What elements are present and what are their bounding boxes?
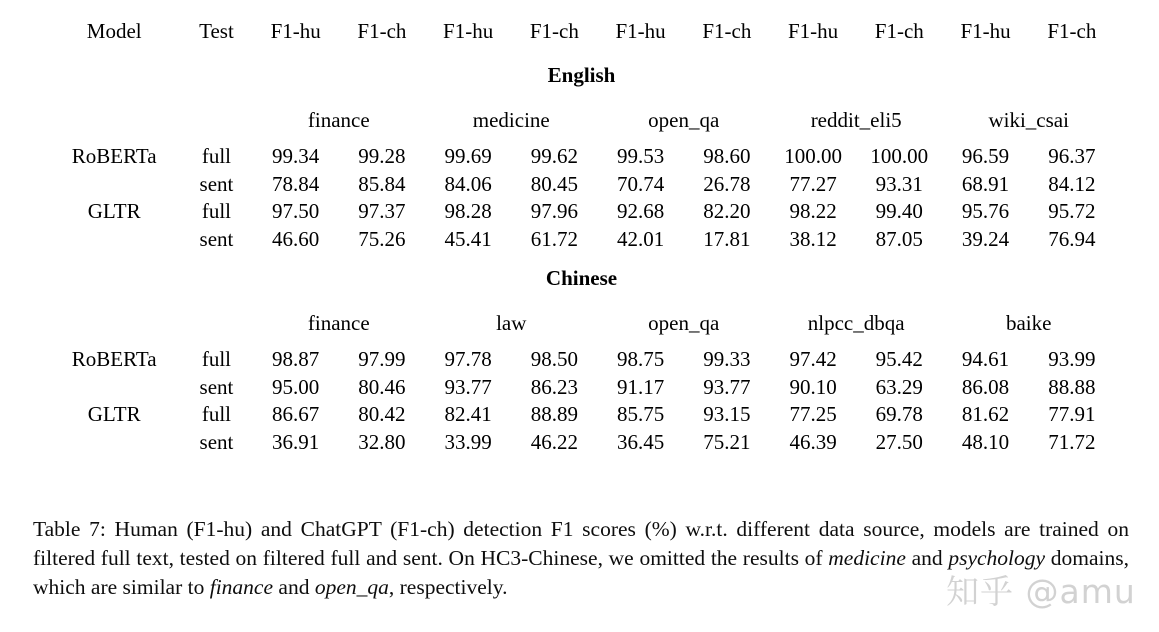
cell-score: 42.01 [616,226,665,251]
table-caption [33,515,1129,602]
domain-label: open_qa [648,310,720,335]
cell-score: 27.50 [875,429,923,454]
cell-model-name: GLTR [87,402,141,427]
zhihu-watermark: 知乎 @amu [946,572,1136,611]
cell-score: 82.41 [444,402,492,427]
cell-score: 39.24 [961,226,1010,251]
domain-label: medicine [472,107,550,132]
cell-model-name: GLTR [87,199,141,224]
cell-score: 96.59 [961,144,1010,169]
cell-score: 99.53 [616,144,665,169]
domain-label: baike [1005,310,1052,335]
cell-score: 86.23 [530,374,578,399]
cell-test-mode: full [201,199,232,224]
cell-score: 76.94 [1048,226,1096,251]
section-band-row [48,53,1115,97]
cell-score: 80.46 [358,374,406,399]
cell-score: 82.20 [703,199,751,224]
cell-score: 98.22 [789,199,837,224]
domain-row-model-spacer [48,300,180,346]
caption-part-4: and [273,575,315,599]
cell-score: 84.06 [444,171,492,196]
caption-italic-finance: finance [209,575,274,599]
column-header-metric: F1-hu [787,19,839,43]
cell-score: 63.29 [875,374,923,399]
table-row [48,198,1115,226]
column-header-metric: F1-hu [443,19,494,43]
domain-row-test-spacer [180,97,252,143]
results-table-container [48,12,1115,456]
cell-score: 33.99 [444,429,492,454]
cell-score: 93.77 [444,374,492,399]
caption-italic-psychology: psychology [948,546,1046,570]
cell-test-mode: full [201,402,232,427]
caption-part-3: domains, which are similar to [33,546,1130,599]
domain-row-test-spacer [180,300,252,346]
cell-score: 98.50 [530,347,578,372]
cell-score: 97.78 [444,347,492,372]
section-band-label: Chinese [545,265,618,290]
cell-score: 77.27 [789,171,837,196]
cell-score: 32.80 [358,429,406,454]
table-row [48,429,1115,457]
cell-score: 46.22 [530,429,578,454]
column-header-metric: F1-ch [529,19,579,43]
domain-label: open_qa [648,107,720,132]
cell-score: 92.68 [616,199,665,224]
table-row [48,143,1115,171]
cell-score: 86.67 [272,402,320,427]
column-header-metric: F1-ch [874,19,924,43]
table-row [48,401,1115,429]
caption-italic-medicine: medicine [828,546,906,570]
column-header-model: Model [86,19,142,43]
cell-score: 100.00 [784,144,842,169]
cell-score: 17.81 [703,226,751,251]
cell-score: 75.21 [703,429,751,454]
results-table [48,12,1115,456]
cell-score: 88.89 [530,402,578,427]
cell-score: 100.00 [870,144,929,169]
cell-score: 98.87 [272,347,320,372]
cell-score: 90.10 [789,374,837,399]
cell-score: 87.05 [875,226,923,251]
cell-score: 61.72 [530,226,578,251]
domain-header-row [48,97,1115,143]
cell-score: 69.78 [875,402,923,427]
section-band-label: English [547,62,616,87]
column-header-metric: F1-ch [1047,19,1097,43]
domain-label: finance [307,107,370,132]
cell-score: 45.41 [444,226,492,251]
domain-label: wiki_csai [988,107,1069,132]
cell-score: 78.84 [272,171,320,196]
domain-label: finance [307,310,370,335]
cell-score: 98.75 [616,347,665,372]
cell-score: 26.78 [703,171,751,196]
cell-score: 99.33 [703,347,751,372]
cell-score: 77.25 [789,402,837,427]
domain-label: nlpcc_dbqa [807,310,905,335]
cell-model-name: RoBERTa [71,347,157,372]
cell-score: 97.37 [358,199,406,224]
column-header-test: Test [199,19,234,43]
cell-score: 95.76 [961,199,1010,224]
table-header-row [48,12,1115,53]
cell-score: 48.10 [961,429,1010,454]
caption-part-5: , respectively. [388,575,508,599]
cell-score: 95.72 [1048,199,1096,224]
domain-label: reddit_eli5 [810,107,902,132]
cell-score: 97.42 [789,347,837,372]
table-row [48,374,1115,402]
domain-row-model-spacer [48,97,180,143]
cell-score: 97.96 [530,199,578,224]
cell-score: 93.99 [1048,347,1096,372]
cell-score: 80.45 [530,171,578,196]
cell-score: 77.91 [1048,402,1096,427]
cell-score: 94.61 [961,347,1010,372]
column-header-metric: F1-hu [960,19,1011,43]
table-row [48,346,1115,374]
cell-score: 46.60 [272,226,320,251]
cell-score: 99.40 [875,199,923,224]
cell-score: 99.69 [444,144,492,169]
cell-score: 36.91 [272,429,320,454]
results-table-body [48,12,1115,456]
cell-model-name: RoBERTa [71,144,157,169]
cell-score: 99.62 [530,144,578,169]
cell-model-name [48,374,180,402]
cell-score: 75.26 [358,226,406,251]
cell-score: 71.72 [1048,429,1096,454]
cell-score: 91.17 [616,374,665,399]
table-row [48,226,1115,254]
cell-score: 96.37 [1048,144,1096,169]
cell-score: 97.50 [272,199,320,224]
table-row [48,171,1115,199]
cell-score: 98.60 [703,144,751,169]
cell-test-mode: full [201,144,232,169]
cell-test-mode: sent [199,171,234,196]
cell-score: 93.31 [875,171,923,196]
cell-score: 85.75 [616,402,665,427]
column-header-metric: F1-hu [615,19,666,43]
cell-test-mode: sent [199,374,234,399]
cell-score: 68.91 [961,171,1010,196]
cell-score: 36.45 [616,429,665,454]
cell-score: 95.00 [272,374,320,399]
domain-label: law [496,310,527,335]
cell-score: 70.74 [616,171,665,196]
cell-score: 84.12 [1048,171,1096,196]
cell-score: 88.88 [1048,374,1096,399]
column-header-metric: F1-ch [357,19,407,43]
caption-part-1: Table 7: Human (F1-hu) and ChatGPT (F1-ch) detection F1 scores (%) w.r.t. different data source, models are trained on filtered full text, tested on filtered full and sent. On HC3-Chinese, we omitted the results of [33,517,1129,570]
cell-score: 95.42 [875,347,923,372]
section-band-row [48,256,1115,300]
cell-score: 97.99 [358,347,406,372]
caption-part-2: and [905,546,949,570]
cell-score: 93.15 [703,402,751,427]
caption-italic-open-qa: open_qa [314,575,389,599]
cell-score: 85.84 [358,171,406,196]
cell-score: 93.77 [703,374,751,399]
cell-test-mode: sent [199,226,234,251]
cell-score: 81.62 [961,402,1010,427]
cell-score: 86.08 [961,374,1010,399]
domain-header-row [48,300,1115,346]
cell-score: 80.42 [358,402,406,427]
cell-model-name [48,429,180,457]
column-header-metric: F1-hu [270,19,321,43]
cell-score: 99.28 [358,144,406,169]
cell-score: 46.39 [789,429,837,454]
cell-score: 99.34 [272,144,320,169]
cell-score: 98.28 [444,199,492,224]
cell-score: 38.12 [789,226,837,251]
cell-test-mode: sent [199,429,234,454]
cell-model-name [48,226,180,254]
column-header-metric: F1-ch [702,19,752,43]
cell-model-name [48,171,180,199]
cell-test-mode: full [201,347,232,372]
